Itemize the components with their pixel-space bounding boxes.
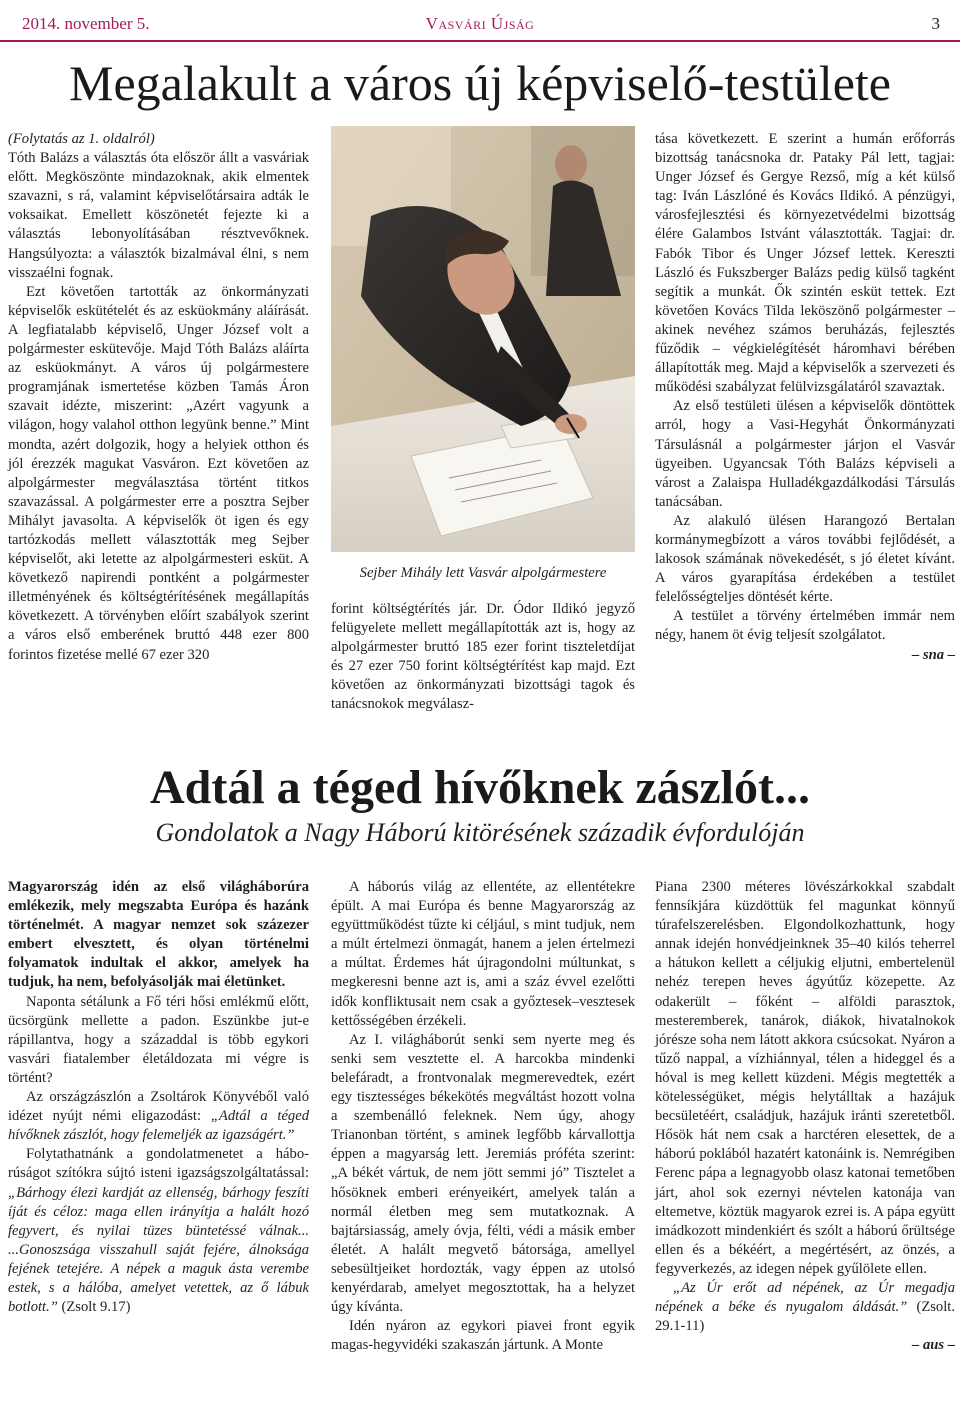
article1-paragraph: forint költségtérítés jár. Dr. Ódor Ildikó jegyző felügyelete mellett megállapították azt is, hogy az alpolgármester bruttó 185 ezer forint tiszteletdíjat és 27 ezer 750 forint költségtérítést kap majd. Ezt követően az önkormányzati bizottsági tagok és tanácsnokok megválasz- — [331, 601, 635, 713]
article2-text: Az országzászlón a Zsoltárok Könyvéből való idézet nyújt némi eligazodást: — [8, 1089, 309, 1125]
page-number: 3 — [931, 14, 940, 33]
article2-paragraph: Piana 2300 méteres lövészárkokkal szabdalt fennsíkjára küzdöttük fel magunkat könnyű túrafelszerelésben. Elgondolkozhattunk, hogy annak idején honvédjeinknek 35–40 kilós teherrel a hátukon kellett a céljukig eljutni, embertelenül nehéz terepen heves ágyútűz közepette. Az odakerült – főként – alföldi parasztok, mesteremberek, tanárok, diákok, hivatalnokok jórésze soha nem látott akkora csúcsokat. Nyáron a tűző nappal, a vízhiánnyal, télen a hideggel és a hóval is meg kellett küzdeni. Mégis megtették a kötelességüket, mégis helytálltak a hazájuk becsületéért, családjuk, hazájuk iránti szeretetből. Hősök hát nem csak a harctéren elesettek, de a háború poklából hazatért katonáink is. Nemrégiben Ferenc pápa a legnagyobb olasz katonai temetőben járt, ahol sok ezernyi névtelen katonája van eltemetve, köztük magyarok ezrei is. A pápa együtt imádkozott mindenkiért és szólt a háború őrültsége ellen és a békéért, a megértésért, az önzés, a fegyverkezés, az idegen népek gyűlölete ellen. — [655, 879, 955, 1277]
article2-column-3 — [655, 878, 955, 1355]
photo-signing-icon — [331, 126, 635, 552]
article2-signature: – aus – — [912, 1337, 955, 1354]
newspaper-name: Vasvári Újság — [425, 14, 535, 33]
article2-closing-quote: „Az Úr erőt ad népének, az Úr megadja népének a béke és nyugalom áldását.” — [655, 1279, 955, 1316]
article2-column-2 — [331, 878, 635, 1355]
article2-quote: „Adtál a téged hívőknek zászlót, hogy felemeljék az igazságért.” — [8, 1108, 309, 1144]
article1-column-2 — [331, 600, 635, 715]
article1-lead: (Folytatás az 1. oldalról) — [8, 131, 155, 147]
signing-photo — [331, 126, 635, 552]
article2-subtitle: Gondolatok a Nagy Háború kitörésének századik évfordulóján — [155, 818, 805, 847]
article1-paragraph: tása következett. E szerint a humán erőforrás bizottság tanácsnoka dr. Pataky Pál lett, tagjai: Unger József és Gergye Rezső, míg a két külső tag: Iván Lászlóné és Kovács Ildikó. A pénzügyi, városfejlesztési és környezetvédelmi bizottság élére Galambos Istvánt választották. Tagjai: dr. Fabók Tibor és Unger József lettek. Kereszti László és Fukszberger Balázs pedig külső tagként segítik a munkát. Ők szintén esküt tettek. Ezt követően Kovács Tilda leköszönő polgármester – akinek nevéhez számos beruházás, fejlesztés fűződik – végkielégítését háromhavi bérében állapították meg. Majd a képviselők a szervezeti és működési szabályzat felülvizsgálatáról szavaztak. — [655, 131, 955, 396]
article2-paragraph: Idén nyáron az egykori piavei front egyik magas-hegyvidéki szakaszán jártunk. A Monte — [331, 1318, 635, 1354]
article1-column-1 — [8, 130, 309, 665]
article2-column-1 — [8, 878, 309, 1317]
article2-paragraph: Naponta sétálunk a Fő téri hősi emlékmű előtt, ücsörgünk mellette a padon. Eszünkbe jut-e rápillantva, hogy a századdal is több egykori vasvári fiatalember életáldozata mi végre is történt? — [8, 993, 309, 1086]
article2-paragraph — [8, 1088, 309, 1145]
article1-signature: – sna – — [912, 646, 955, 663]
article1-paragraph: Az első testületi ülésen a képviselők döntöttek arról, hogy a Vasi-Hegyhát Önkormányzati Társulásnál a polgármester járjon el Vasvár ügyeiben. Ugyancsak Tóth Balázs képviseli a várost a Zalaispa Hulladékgazdálkodási Társulás tanácsában. — [655, 398, 955, 510]
article2-paragraph: A háborús világ az ellentéte, az ellentétekre épült. A mai Európa és benne Magyarország az együttműködést tűzte ki céljául, s mint tudjuk, nem a múlt értelmezi önmagát, hanem a jelen értelmezi a múltat. Érdemes hát újragondolni múltunkat, s megkeresni benne azt is, ami a száz évvel ezelőtti idők konfliktusait nem csak a győztesek–vesztesek kettősségében érzékeli. — [331, 879, 635, 1029]
article1-paragraph: A testület a törvény értelmében immár nem négy, hanem öt évig teljesít szolgálatot. — [655, 608, 955, 644]
article2-closing-quote-ref: (Zsolt. 29.1-11) — [655, 1299, 955, 1335]
article2-paragraph — [8, 1145, 309, 1317]
article2-title: Adtál a téged hívőknek zászlót... — [150, 761, 810, 814]
article2-intro-text: Magyarország idén az első világháborúra emlékezik, mely megszabta Európa és hazánk történelmét. A magyar nemzet sok százezer embert elvesztett, és olyan történelmi folyamatok indultak el akkor, amelyek ha tudjuk, ha nem, befolyásolják mai életünket. — [8, 879, 309, 991]
article1-paragraph: Ezt követően tartották az önkormányzati képviselők eskütételét és az esküokmány aláírását. A legfiatalabb képviselő, Unger József volt a polgármester eskütevője. Majd Tóth Balázs aláírta az esküokmányt. A város új polgármestere programjának ismertetése közben Tamás Áron szavait idézte, miszerint: „Azért vagyunk a világon, hogy valahol otthon legyünk benne.” Mint mondta, azért dolgozik, hogy a helyiek otthon és jól érezzék magukat Vasváron. Ezt követően az alpolgármester megválasztása történt titkos szavazással. A polgármester erre a posztra Sejber Mihályt javasolta. A képviselők öt igen és egy tartózkodás mellett választották meg Sejber képviselőt, aki letette az alpolgármesteri esküt. A következő napirendi pontként a polgármester illetményének és költségtérítésének megállapítás következett. A törvényben előírt szabályok szerint a város első emberének bruttó 448 ezer 800 forintos fizetése mellé 67 ezer 320 — [8, 283, 309, 663]
article2-text: Folytathatnánk a gondolatmenetet a háborúságot szítókra sújtó isteni igazságszolgáltatással: — [8, 1146, 309, 1182]
article2-paragraph — [655, 1279, 955, 1336]
article1-column-3 — [655, 130, 955, 665]
page-header — [0, 0, 960, 42]
article1-paragraph: Tóth Balázs a választás óta először állt a vasváriak előtt. Megköszönte mindazoknak, akik elmentek szavazni, s rá, valamint képviselőtársaira adták le voksaikat. Emellett köszönetét fejezte ki a választás lebonyolításában résztvevőknek. Hangsúlyozta: a választók bizalmával élni, s nem visszaélni fognak. — [8, 150, 309, 281]
article2-quote: „Bárhogy élezi kardját az ellenség, bárhogy feszíti íját és céloz: maga ellen irányítja a halált hozó fegyvert, és nyilai tüzes büntetéssé válnak... ...Gonoszsága visszahull saját fejére, álnoksága fejének tetejére. A népek a maguk ásta verembe estek, s a hálóba, amelyet vetettek, az ő lábuk botlott.” — [8, 1184, 309, 1316]
article2-intro — [8, 878, 309, 993]
article1-title: Megalakult a város új képviselő-testülete — [69, 55, 891, 111]
article2-paragraph: Az I. világháborút senki sem nyerte meg és senki sem vesztette el. A harcokba mindenki belefáradt, a frontvonalak megmerevedtek, ezért egy tisztességes békekötés megváltást hozott volna a szembenálló feleknek. Nem úgy, ahogy Trianonban történt, s aminek legfőbb kárvallottja éppen a magyarság lett. Jeremiás próféta szerint: „A békét vártuk, de nem jött semmi jó” Tisztelet a hősöknek emberi erényeikért, amelyek talán a normál életben meg sem mutatkoznak. A bajtársiasság, amely óvja, félti, védi a másik ember életét. A halált megvető bátorsága, amellyel sebesültjeiket hordozták, vagy éppen az utolsó kenyérdarab, amelyet megosztottak, ha a helyzet úgy kívánta. — [331, 1031, 635, 1316]
photo-caption: Sejber Mihály lett Vasvár alpolgármestere — [359, 565, 607, 581]
article2-quote-ref: (Zsolt 9.17) — [57, 1299, 131, 1316]
header-rule — [0, 40, 960, 42]
article1-paragraph: Az alakuló ülésen Harangozó Bertalan kormánymegbízott a város további fejlődését, a lakosok számának növekedését, s jó életet kívánt. A város gyarapítása érdekében a testület felelősségteljes döntését kérte. — [655, 512, 955, 606]
issue-date: 2014. november 5. — [22, 14, 150, 33]
